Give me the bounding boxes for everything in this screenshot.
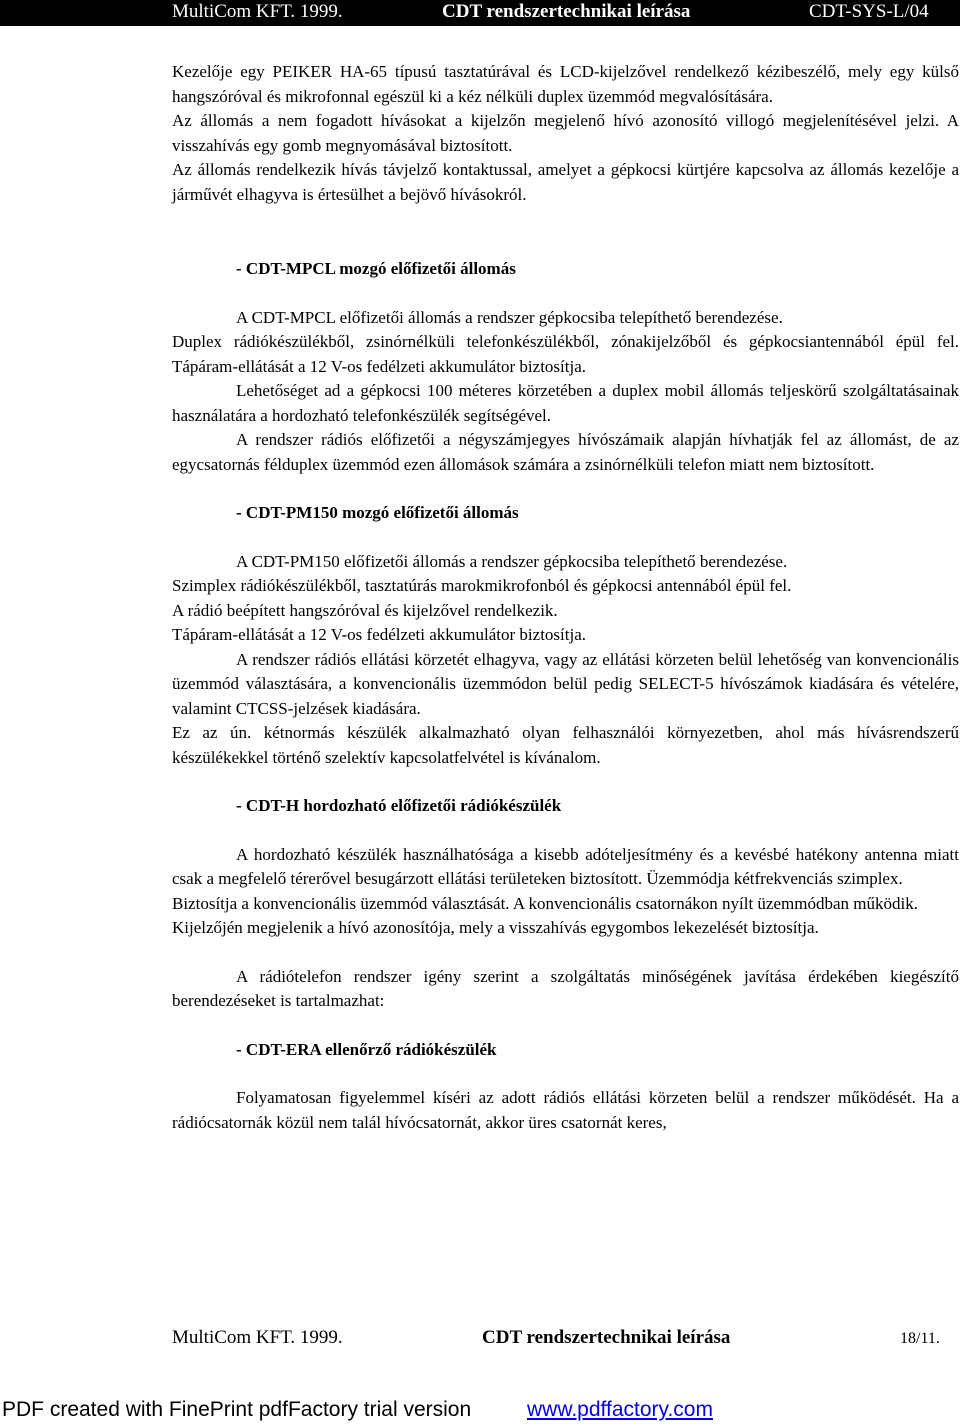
paragraph: Duplex rádiókészülékből, zsinórnélküli telefonkészülékből, zónakijelzőből és gépkocsiantennából épül fel. Tápáram-ellátását a 12 V-os fedélzeti akkumulátor biztosítja.	[172, 332, 959, 376]
paragraph: Folyamatosan figyelemmel kíséri az adott rádiós ellátási körzeten belül a rendszer működését. Ha a rádiócsatornák közül nem talál hívócsatornát, akkor üres csatornát keres,	[172, 1088, 959, 1132]
pdf-trial-banner	[0, 1398, 960, 1426]
pdffactory-link[interactable]: www.pdffactory.com	[527, 1398, 713, 1421]
paragraph: Az állomás a nem fogadott hívásokat a kijelzőn megjelenő hívó azonosító villogó megjelenítésével jelzi. A visszahívás egy gomb megnyomásával biztosított.	[172, 111, 959, 155]
header-company: MultiCom KFT. 1999.	[172, 1, 343, 22]
paragraph: Ez az ún. kétnormás készülék alkalmazható olyan felhasználói környezetben, ahol más hívásrendszerű készülékekkel történő szelektív kapcsolatfelvétel is kívánalom.	[172, 723, 959, 767]
paragraph: Az állomás rendelkezik hívás távjelző kontaktussal, amelyet a gépkocsi kürtjére kapcsolva az állomás kezelője a járművét elhagyva is értesülhet a bejövő hívásokról.	[172, 160, 959, 204]
paragraph: Tápáram-ellátását a 12 V-os fedélzeti akkumulátor biztosítja.	[172, 625, 586, 644]
section-heading-cdt-h: - CDT-H hordozható előfizetői rádiókészülék	[236, 796, 562, 815]
banner-text: PDF created with FinePrint pdfFactory trial version	[2, 1398, 472, 1421]
paragraph: A rádió beépített hangszóróval és kijelzővel rendelkezik.	[172, 600, 558, 620]
section-heading-pm150: - CDT-PM150 mozgó előfizetői állomás	[236, 503, 519, 522]
document-body	[172, 60, 959, 1135]
paragraph: A CDT-PM150 előfizetői állomás a rendszer gépkocsiba telepíthető berendezése.	[236, 551, 788, 571]
paragraph: A rádiótelefon rendszer igény szerint a szolgáltatás minőségének javítása érdekében kiegészítő berendezéseket is tartalmazhat:	[172, 966, 959, 1010]
header-doc-code: CDT-SYS-L/04	[809, 1, 929, 22]
paragraph: Szimplex rádiókészülékből, tasztatúrás marokmikrofonból és gépkocsi antennából épül fel.	[172, 576, 792, 595]
paragraph: A rendszer rádiós ellátási körzetét elhagyva, vagy az ellátási körzeten belül lehetőség van konvencionális üzemmód választására, a konvencionális üzemmódon belül pedig SELECT-5 hívószámok kiadására és vételére, valamint CTCSS-jelzések kiadására.	[172, 649, 959, 718]
page-number: 18/11.	[900, 1330, 940, 1347]
paragraph: Kijelzőjén megjelenik a hívó azonosítója, mely a visszahívás egygombos lekezelését biztosítja.	[172, 918, 819, 937]
paragraph: Lehetőséget ad a gépkocsi 100 méteres körzetében a duplex mobil állomás teljeskörű szolgáltatásainak használatára a hordozható telefonkészülék segítségével.	[172, 381, 959, 425]
page-footer	[172, 1327, 959, 1353]
page-header	[0, 0, 960, 26]
paragraph: A rendszer rádiós előfizetői a négyszámjegyes hívószámaik alapján hívhatják fel az állomást, de az egycsatornás félduplex üzemmód ezen állomások számára a zsinórnélküli telefon miatt nem biztosított.	[172, 430, 959, 474]
paragraph: A CDT-MPCL előfizetői állomás a rendszer gépkocsiba telepíthető berendezése.	[236, 307, 783, 327]
footer-company: MultiCom KFT. 1999.	[172, 1327, 343, 1348]
paragraph: Biztosítja a konvencionális üzemmód választását. A konvencionális csatornákon nyílt üzemmódban működik.	[172, 893, 918, 913]
paragraph: A hordozható készülék használhatósága a kisebb adóteljesítmény és a kevésbé hatékony antenna miatt csak a megfelelő térerővel besugárzott ellátási területeken biztosított. Üzemmódja kétfrekvenciás szimplex.	[172, 844, 959, 888]
paragraph: Kezelője egy PEIKER HA-65 típusú tasztatúrával és LCD-kijelzővel rendelkező kézibeszélő, mely egy külső hangszóróval és mikrofonnal egészül ki a kéz nélküli duplex üzemmód megvalósítására.	[172, 62, 959, 106]
footer-title: CDT rendszertechnikai leírása	[482, 1327, 731, 1348]
section-heading-mpcl: - CDT-MPCL mozgó előfizetői állomás	[236, 259, 516, 278]
section-heading-era: - CDT-ERA ellenőrző rádiókészülék	[236, 1039, 497, 1059]
header-title: CDT rendszertechnikai leírása	[442, 1, 691, 22]
